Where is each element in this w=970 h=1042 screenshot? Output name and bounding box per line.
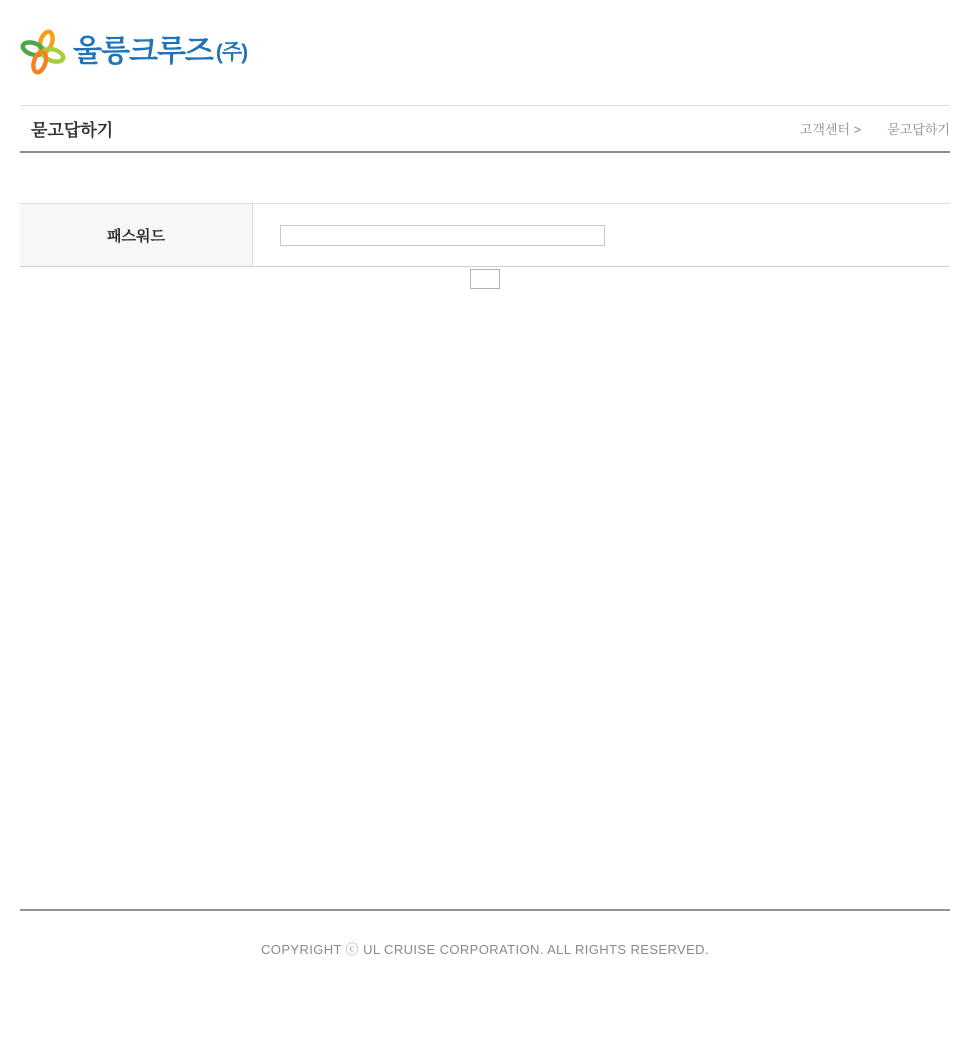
- logo-company-suffix: (주): [215, 40, 248, 64]
- button-row: [20, 269, 950, 289]
- logo-text: [73, 28, 247, 77]
- title-bar: [20, 105, 950, 153]
- submit-button[interactable]: [470, 269, 500, 289]
- pinwheel-ribbon-icon: [20, 28, 66, 76]
- password-label: 패스워드: [107, 227, 165, 245]
- password-input[interactable]: [280, 225, 605, 246]
- breadcrumb-parent[interactable]: 고객센터 >: [799, 122, 862, 137]
- breadcrumb: [800, 119, 950, 138]
- password-label-cell: [20, 204, 253, 266]
- logo-company-name: 울릉크루즈: [73, 34, 213, 68]
- breadcrumb-current[interactable]: 묻고답하기: [887, 122, 950, 137]
- page-container: [20, 28, 950, 958]
- page-title: 묻고답하기: [31, 121, 114, 140]
- password-input-cell: [253, 204, 950, 266]
- copyright-text: COPYRIGHT ⓒ UL CRUISE CORPORATION. ALL RIGHTS RESERVED.: [261, 942, 709, 957]
- footer: [20, 909, 950, 958]
- logo[interactable]: [20, 28, 950, 76]
- password-form-table: [20, 203, 950, 267]
